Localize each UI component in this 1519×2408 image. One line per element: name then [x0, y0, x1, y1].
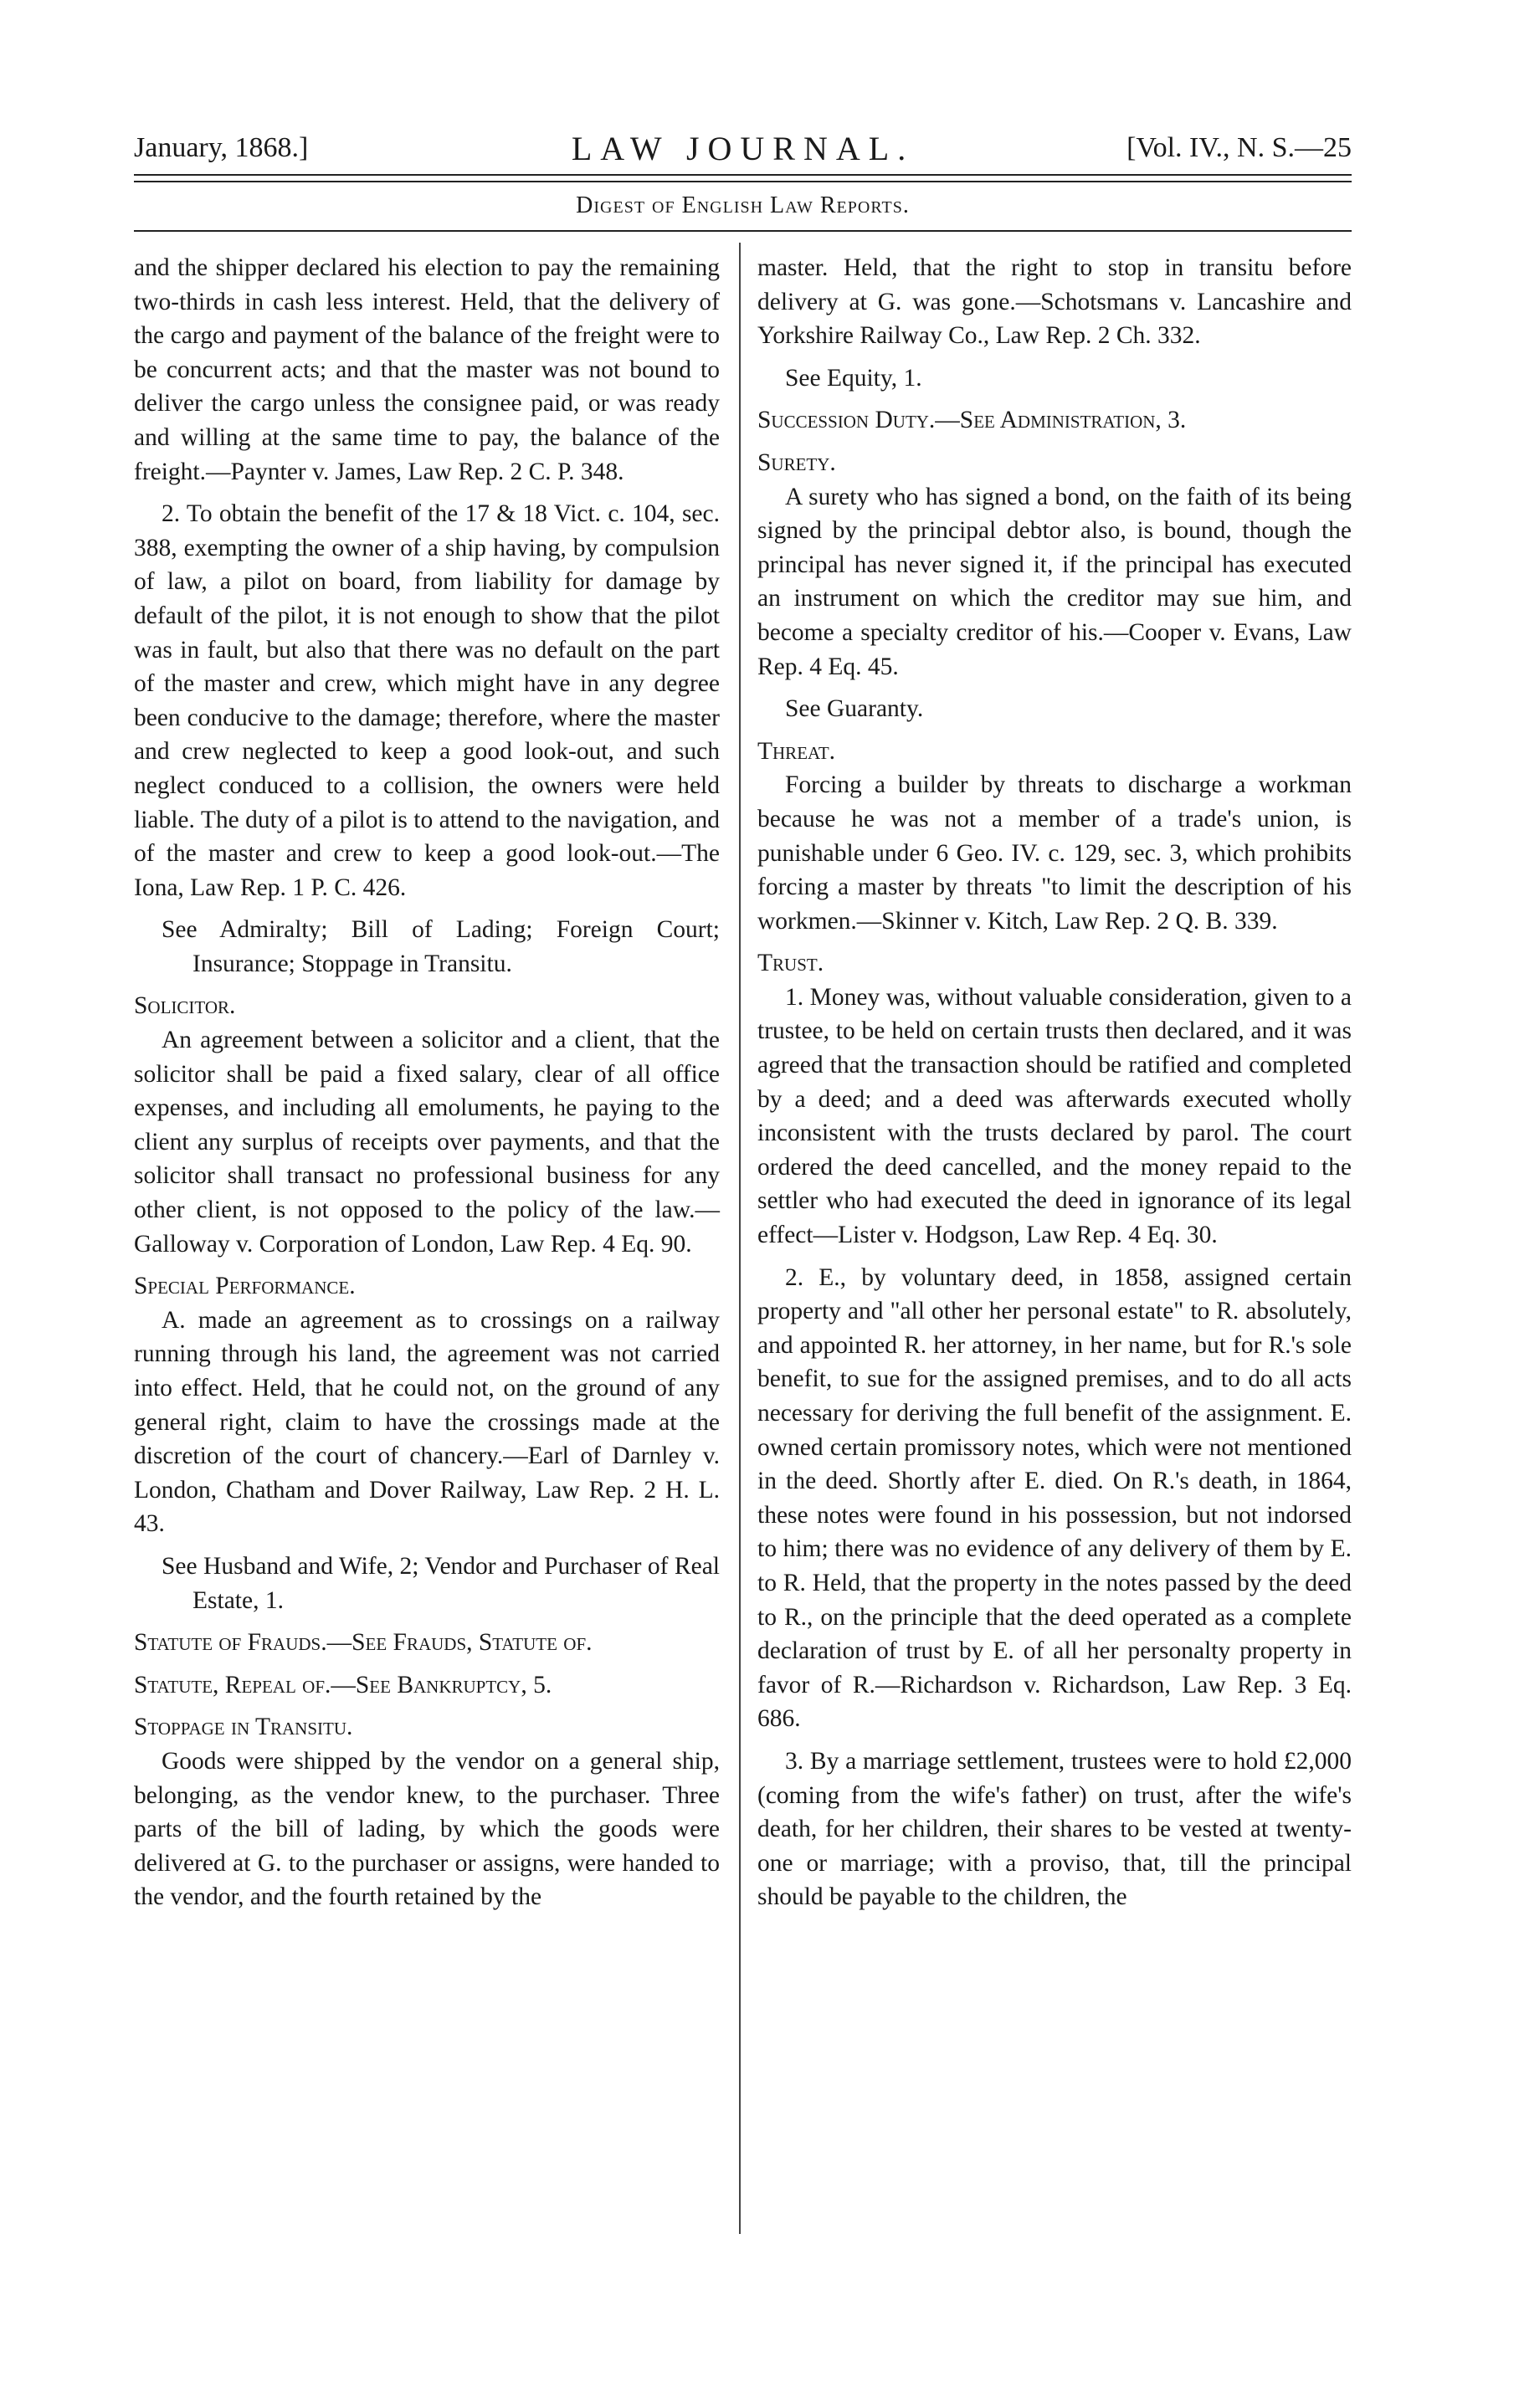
see-reference: See Equity, 1.	[785, 364, 922, 392]
paragraph-continuation: master. Held, that the right to stop in transitu before delivery at G. was gone.—Schotsmans v. Lancashire and Yorkshire Railway Co., Law Rep. 2 Ch. 332.	[757, 254, 1352, 350]
entry-heading: Threat.	[757, 737, 836, 765]
entry-heading: Solicitor.	[134, 992, 236, 1020]
see-reference: See Guaranty.	[785, 695, 924, 723]
running-header	[134, 126, 1352, 176]
right-column	[757, 251, 1352, 1914]
paragraph: 2. E., by voluntary deed, in 1858, assigned certain property and "all other her personal estate" to R. absolutely, and appointed R. her attorney, in her name, but for R.'s sole benefit, to sue for the assigned premises, and to do all acts necessary for deriving the full benefit of the assignment. E. owned certain promissory notes, which were not mentioned in the deed. Shortly after E. died. On R.'s death, in 1864, these notes were found in his possession, but not indorsed to him; there was no evidence of any delivery of them by E. to R. Held, that the property in the notes passed by the deed to R., on the principle that the deed operated as a complete declaration of trust by E. of all her personalty property in favor of R.—Richardson v. Richardson, Law Rep. 3 Eq. 686.	[757, 1263, 1352, 1733]
column-divider	[739, 243, 741, 2234]
see-reference: See Husband and Wife, 2; Vendor and Purchaser of Real Estate, 1.	[162, 1552, 720, 1614]
entry-heading-line: Statute of Frauds.—See Frauds, Statute of.	[134, 1629, 593, 1657]
paragraph: An agreement between a solicitor and a client, that the solicitor shall be paid a fixed salary, clear of all office expenses, and including all emoluments, he paying to the client any surplus of receipts over payments, and that the solicitor shall transact no professional business for any other client, is not opposed to the policy of the law.—Galloway v. Corporation of London, Law Rep. 4 Eq. 90.	[134, 1027, 720, 1258]
paragraph: Goods were shipped by the vendor on a general ship, belonging, as the vendor knew, to the purchaser. Three parts of the bill of lading, by which the goods were delivered at G. to the purchaser or assigns, were handed to the vendor, and the fourth retained by the	[134, 1747, 720, 1911]
entry-heading-line: Succession Duty.—See Administration, 3.	[757, 407, 1187, 434]
entry-heading: Special Performance.	[134, 1273, 356, 1300]
header-date: January, 1868.]	[134, 132, 309, 163]
entry-heading: Stoppage in Transitu.	[134, 1714, 353, 1741]
left-column	[134, 251, 720, 1914]
see-reference: See Admiralty; Bill of Lading; Foreign Court; Insurance; Stoppage in Transitu.	[162, 916, 720, 977]
paragraph-continuation: and the shipper declared his election to pay the remaining two-thirds in cash less interest. Held, that the delivery of the cargo and payment of the balance of the freight were to be concurrent acts; and that the master was not bound to deliver the cargo unless the consignee paid, or was ready and willing at the same time to pay, the balance of the freight.—Paynter v. James, Law Rep. 2 C. P. 348.	[134, 254, 720, 485]
paragraph: 2. To obtain the benefit of the 17 & 18 Vict. c. 104, sec. 388, exempting the owner of a ship having, by compulsion of law, a pilot on board, from liability for damage by default of the pilot, it is not enough to show that the pilot was in fault, but also that there was no default on the part of the master and crew, which might have in any degree been conducive to the damage; therefore, where the master and crew neglected to keep a good look-out, and such neglect conduced to a collision, the owners were held liable. The duty of a pilot is to attend to the navigation, and of the master and crew to keep a good look-out.—The Iona, Law Rep. 1 P. C. 426.	[134, 500, 720, 901]
paragraph: Forcing a builder by threats to discharge a workman because he was not a member of a trade's union, is punishable under 6 Geo. IV. c. 129, sec. 3, which prohibits forcing a master by threats "to limit the description of his workmen.—Skinner v. Kitch, Law Rep. 2 Q. B. 339.	[757, 771, 1352, 935]
entry-heading-line: Statute, Repeal of.—See Bankruptcy, 5.	[134, 1671, 552, 1698]
paragraph: 3. By a marriage settlement, trustees were to hold £2,000 (coming from the wife's father) on trust, after the wife's death, for her children, their shares to be vested at twenty-one or marriage; with a proviso, that, till the principal should be payable to the children, the	[757, 1747, 1352, 1911]
header-volume: [Vol. IV., N. S.—25	[1126, 132, 1352, 163]
subheading-rule	[134, 230, 1352, 232]
paragraph: 1. Money was, without valuable consideration, given to a trustee, to be held on certain trusts then declared, and it was agreed that the transaction should be ratified and completed by a deed; and a deed was afterwards executed wholly inconsistent with the trusts declared by parol. The court ordered the deed cancelled, and the money repaid to the settler who had executed the deed in ignorance of its legal effect—Lister v. Hodgson, Law Rep. 4 Eq. 30.	[757, 983, 1352, 1249]
paragraph: A. made an agreement as to crossings on a railway running through his land, the agreement was not carried into effect. Held, that he could not, on the ground of any general right, claim to have the crossings made at the discretion of the court of chancery.—Earl of Darnley v. London, Chatham and Dover Railway, Law Rep. 2 H. L. 43.	[134, 1306, 720, 1538]
entry-heading: Surety.	[757, 448, 836, 476]
header-journal-title: LAW JOURNAL.	[571, 130, 915, 167]
section-subheading: Digest of English Law Reports.	[576, 192, 910, 218]
paragraph: A surety who has signed a bond, on the faith of its being signed by the principal debtor also, is bound, though the principal has never signed it, if the principal has executed an instrument on which the creditor may sue him, and become a specialty creditor of his.—Cooper v. Evans, Law Rep. 4 Eq. 45.	[757, 483, 1352, 680]
header-double-rule	[134, 174, 1352, 182]
entry-heading: Trust.	[757, 950, 824, 977]
